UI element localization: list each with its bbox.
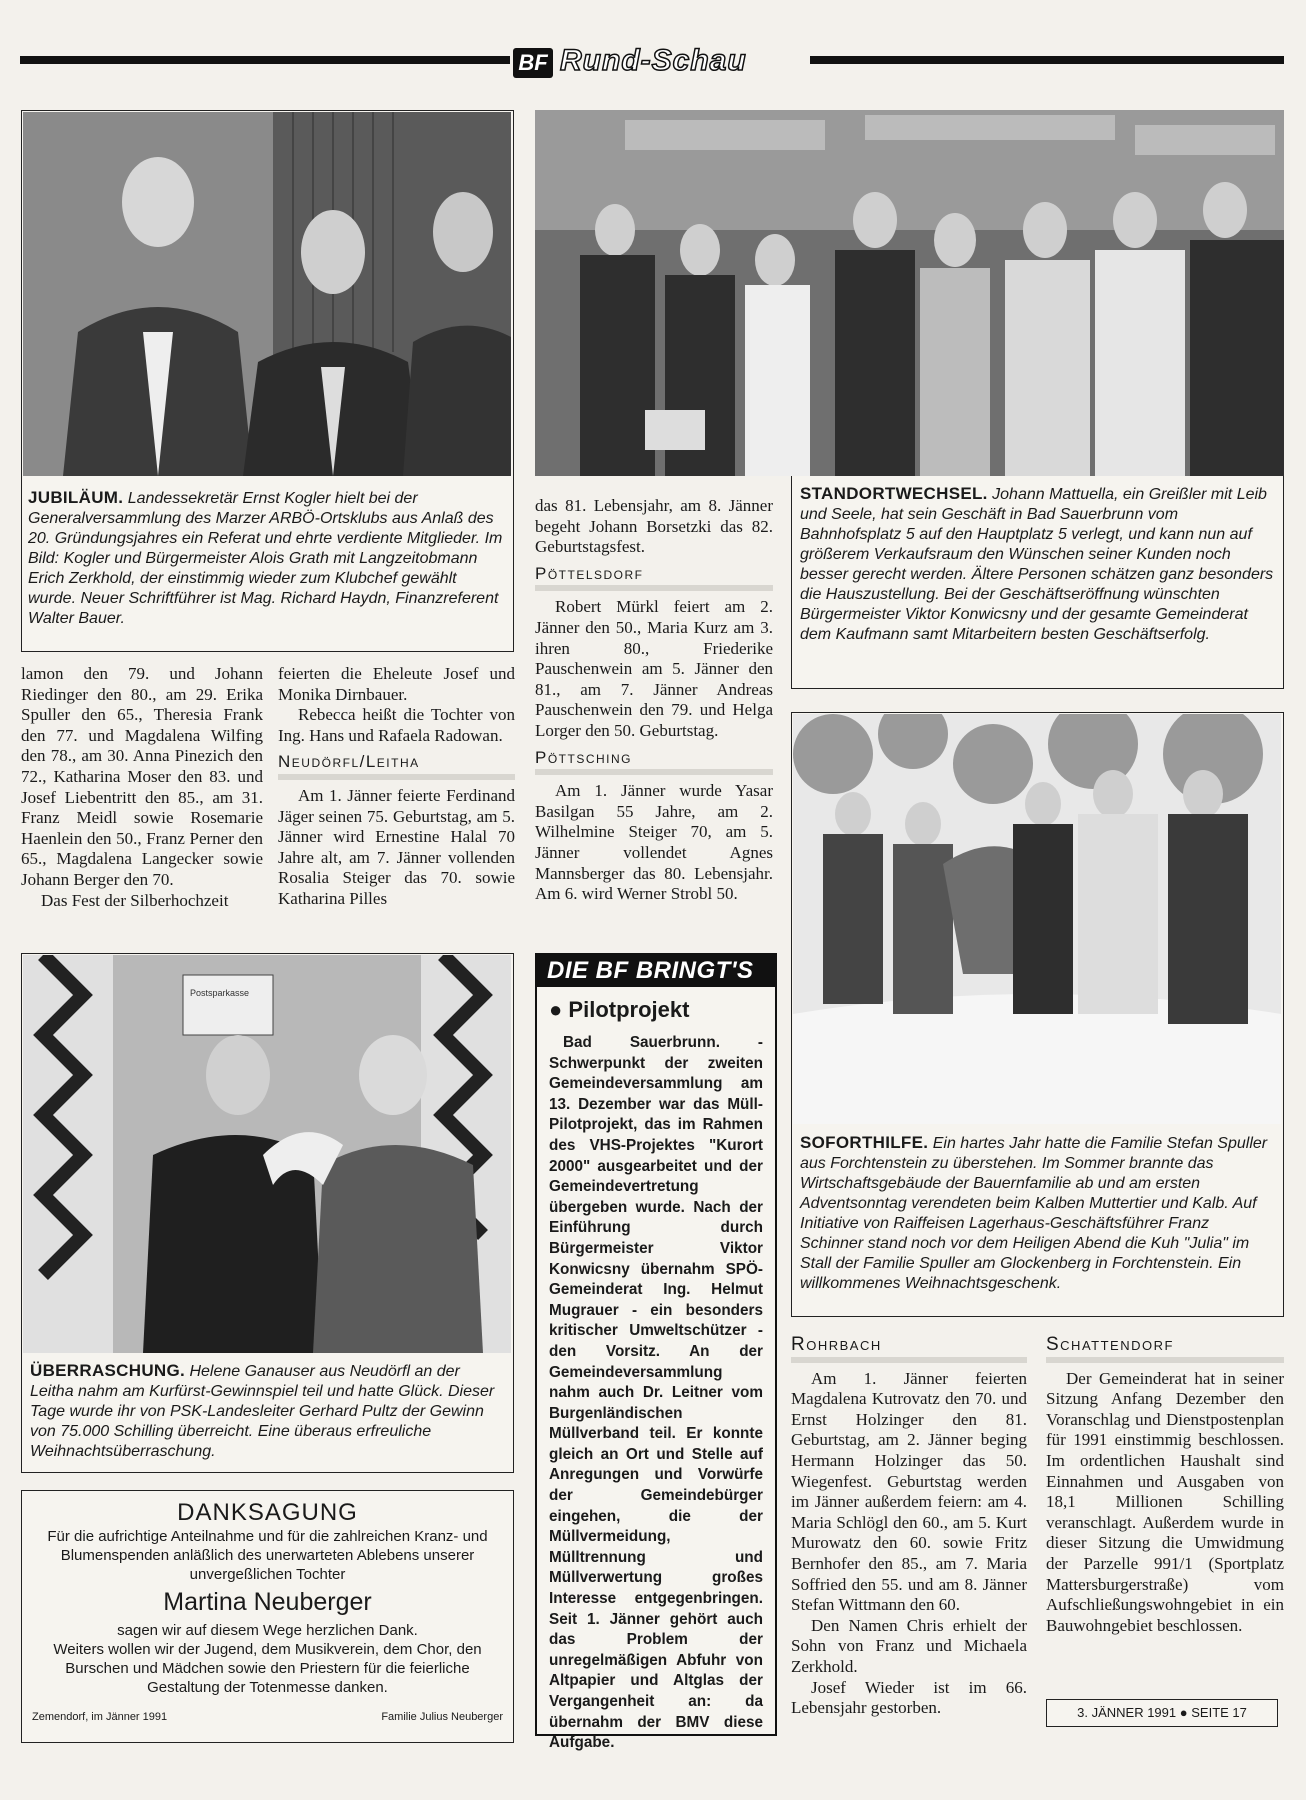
ueberraschung-caption <box>30 1361 506 1462</box>
rohrbach-p3: Josef Wieder ist im 66. Lebensjahr gestorben. <box>791 1677 1027 1718</box>
bf-logo <box>513 48 553 78</box>
rohrbach-section <box>791 1329 1027 1719</box>
poettelsdorf-text: Robert Mürkl feiert am 2. Jänner den 50., Maria Kurz am 3. ihren 80., Friederike Pauschenwein am 5. Jänner den 81., am 7. Jänner Andreas Pauschenwein den 79. und Helga Lorger den 50. Geburtstag. <box>535 597 773 740</box>
danksagung-name: Martina Neuberger <box>163 1588 372 1616</box>
danksagung-box <box>21 1490 514 1743</box>
col1-p2: Das Fest der Silberhochzeit <box>41 890 229 910</box>
standort-lead: STANDORTWECHSEL. <box>800 484 988 503</box>
page-footer <box>1046 1699 1278 1727</box>
neudoerfl-head: Neudörfl/Leitha <box>278 752 515 780</box>
neudoerfl-text: Am 1. Jänner feierte Ferdinand Jäger seinen 75. Geburtstag, am 5. Jänner wird Ernestine Halal 70 Jahre alt, am 7. Jänner vollenden Rosalia Steiger das 70. sowie Katharina Pilles <box>278 785 515 908</box>
ueberraschung-photo <box>23 955 511 1353</box>
schattendorf-head: Schattendorf <box>1046 1335 1284 1363</box>
footer-bullet: ● <box>1179 1705 1188 1720</box>
ueberraschung-lead: ÜBERRASCHUNG. <box>30 1361 186 1380</box>
soforthilfe-caption <box>800 1133 1274 1294</box>
section-title: Rund-Schau <box>560 44 747 77</box>
bf-bringts-bullet: ● <box>549 997 563 1022</box>
bf-bringts-text: Bad Sauerbrunn. - Schwerpunkt der zweiten Gemeindeversammlung am 13. Dezember war das Müll-Pilotprojekt, das im Rahmen des VHS-Projektes "Kurort 2000" ausgearbeitet und der Gemeindevertretung übergeben wurde. Nach der Einführung durch Bürgermeister Viktor Konwicsny übernahm SPÖ-Gemeinderat Ing. Helmut Mugrauer - ein besonders kritischer Umweltschützer - den Vorsitz. An der Gemeindeversammlung nahm auch Dr. Leitner vom Burgenländischen Müllverband teil. Er konnte gleich an Ort und Stelle auf Anregungen und Vorwürfe der Gemeindebürger eingehen, die der Müllvermeidung, Mülltrennung und Müllverwertung großes Interesse entgegenbringen. Seit 1. Jänner gehört auch das Problem der unregelmäßigen Abfuhr von Altpapier und Altglas der Vergangenheit an: da übernahm der BMV diese Aufgabe. <box>549 1034 763 1752</box>
soforthilfe-article <box>791 712 1284 1317</box>
footer-page: SEITE 17 <box>1191 1705 1247 1720</box>
soforthilfe-photo <box>793 714 1281 1124</box>
danksagung-text3: Weiters wollen wir der Jugend, dem Musikverein, dem Chor, den Burschen und Mädchen sowie den Priestern für die feierliche Gestaltung der Totenmesse danken. <box>53 1641 482 1696</box>
danksagung-text2: sagen wir auf diesem Wege herzlichen Dank. <box>117 1622 418 1639</box>
col2-p1: feierten die Eheleute Josef und Monika Dirnbauer. <box>278 664 515 704</box>
header-rule-right <box>810 56 1284 64</box>
jubilaeum-article <box>21 110 514 652</box>
footer-date: 3. JÄNNER 1991 <box>1077 1705 1177 1720</box>
danksagung-family: Familie Julius Neuberger <box>381 1711 503 1723</box>
rohrbach-p1: Am 1. Jänner feierten Magdalena Kutrovatz den 70. und Ernst Holzinger den 81. Geburtstag, am 2. Jänner beging Hermann Holzinger das 50. Wiegenfest. Geburtstag werden im Jänner außerdem feiern: am 4. Maria Schlögl den 60., am 5. Kurt Murowatz den 60. sowie Fritz Bernhofer den 85., am 7. Maria Soffried den 55. und am 8. Jänner Stefan Wittmann den 60. <box>791 1368 1027 1615</box>
bf-bringts-box <box>535 953 777 1752</box>
ueberraschung-text: Helene Ganauser aus Neudörfl an der Leitha nahm am Kurfürst-Gewinnspiel teil und hatte Glück. Dieser Tage wurde ihr von PSK-Landesleiter Gerhard Pultz der Gewinn von 75.000 Schilling überreicht. Eine überaus erfreuliche Weihnachtsüberraschung. <box>30 1363 495 1460</box>
col3-text <box>535 496 773 905</box>
danksagung-place: Zemendorf, im Jänner 1991 <box>32 1711 168 1723</box>
standort-caption-box <box>791 476 1284 689</box>
col2-text <box>278 664 515 910</box>
standort-text: Johann Mattuella, ein Greißler mit Leib und Seele, hat sein Geschäft in Bad Sauerbrunn vom Bahnhofsplatz 5 auf den Hauptplatz 5 verlegt, und kann nun auf größerem Verkaufsraum den Wünschen seiner Kunden noch besser gerecht werden. Ältere Personen schätzen ganz besonders die Hauszustellung. Bei der Geschäftseröffnung wünschten Bürgermeister Viktor Konwicsny und der gesamte Gemeinderat dem Kaufmann samt Mitarbeitern besten Geschäftserfolg. <box>800 486 1274 643</box>
jubilaeum-text: Landessekretär Ernst Kogler hielt bei der Generalversammlung des Marzer ARBÖ-Ortsklubs aus Anlaß des 20. Gründungsjahres ein Referat und ehrte verdiente Mitglieder. Im Bild: Kogler und Bürgermeister Alois Grath mit Langzeitobmann Erich Zerkhold, der einstimmig wieder zum Klubchef gewählt wurde. Neuer Schriftführer ist Mag. Richard Haydn, Finanzreferent Walter Bauer. <box>28 490 503 627</box>
bf-bringts-banner: DIE BF BRINGT'S <box>537 955 775 987</box>
poettsching-head: Pöttsching <box>535 748 773 776</box>
schattendorf-p1: Der Gemeinderat hat in seiner Sitzung Anfang Dezember den Voranschlag und Dienstpostenplan für 1991 einstimmig beschlossen. Im ordentlichen Haushalt sind Einnahmen und Ausgaben von 18,1 Millionen Schilling veranschlagt. Außerdem wurde in dieser Sitzung die Umwidmung der Parzelle 991/1 (Sportplatz Mattersburgerstraße) vom Aufschließungswohngebiet in ein Bauwohngebiet beschlossen. <box>1046 1368 1284 1635</box>
photo-sign: Postsparkasse <box>190 988 250 998</box>
col1-p1: lamon den 79. und Johann Riedinger den 80., am 29. Erika Spuller den 65., Theresia Frank den 77. und Magdalena Wilfing den 78., am 30. Anna Pinezich den 72., Katharina Moser den 83. und Josef Liebentritt den 85., am 31. Franz Meidl sowie Rosemarie Haenlein den 50., Franz Perner den 65., Magdalena Langecker sowie Johann Berger den 70. <box>21 664 263 889</box>
header-rule-left <box>20 56 510 64</box>
jubilaeum-caption <box>28 488 504 629</box>
standort-photo <box>535 110 1284 476</box>
schattendorf-section <box>1046 1329 1284 1636</box>
bf-logo-text: BF <box>518 50 548 75</box>
danksagung-title: DANKSAGUNG <box>177 1499 358 1526</box>
col1-text <box>21 664 263 911</box>
bf-bringts-heading: Pilotprojekt <box>568 997 690 1022</box>
col3-top: das 81. Lebensjahr, am 8. Jänner begeht Johann Borsetzki das 82. Geburtstagsfest. <box>535 496 773 557</box>
standort-caption <box>800 484 1274 645</box>
rohrbach-head: Rohrbach <box>791 1335 1027 1363</box>
col2-p2: Rebecca heißt die Tochter von Ing. Hans und Rafaela Radowan. <box>278 705 515 745</box>
rohrbach-p2: Den Namen Chris erhielt der Sohn von Franz und Michaela Zerkhold. <box>791 1615 1027 1676</box>
poettsching-text: Am 1. Jänner wurde Yasar Basilgan 55 Jahre, am 2. Wilhelmine Steiger 70, am 5. Jänner vollendet Agnes Mannsberger das 80. Lebensjahr. Am 6. wird Werner Strobl 50. <box>535 781 773 904</box>
jubilaeum-photo <box>23 112 511 476</box>
poettelsdorf-head: Pöttelsdorf <box>535 564 773 592</box>
soforthilfe-lead: SOFORTHILFE. <box>800 1133 929 1152</box>
soforthilfe-text: Ein hartes Jahr hatte die Familie Stefan Spuller aus Forchtenstein zu überstehen. Im Sommer brannte das Wirtschaftsgebäude der Bauernfamilie ab und am ersten Adventsonntag verendeten beim Kalben Muttertier und Kalb. Auf Initiative von Raiffeisen Lagerhaus-Geschäftsführer Franz Schinner stand noch vor dem Heiligen Abend die Kuh "Julia" im Stall der Familie Spuller am Glockenberg in Forchtenstein. Ein willkommenes Weihnachtsgeschenk. <box>800 1135 1268 1292</box>
jubilaeum-lead: JUBILÄUM. <box>28 488 124 507</box>
ueberraschung-article <box>21 953 514 1473</box>
danksagung-text1: Für die aufrichtige Anteilnahme und für die zahlreichen Kranz- und Blumenspenden anläßlich des unerwarteten Ablebens unserer unvergeßlichen Tochter <box>47 1528 488 1583</box>
